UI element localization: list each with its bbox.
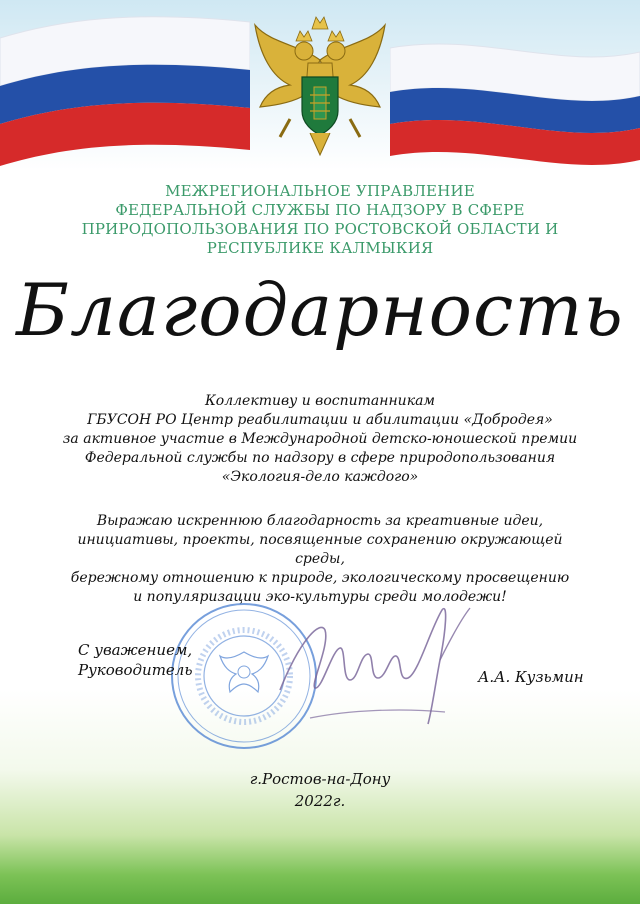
russian-flag-right-icon <box>390 0 640 175</box>
recipient-paragraph <box>60 392 580 487</box>
city-text: г.Ростов-на-Дону <box>249 770 391 788</box>
recipient-line: Федеральной службы по надзору в сфере природопользования <box>84 450 556 466</box>
organization-line: МЕЖРЕГИОНАЛЬНОЕ УПРАВЛЕНИЕ <box>165 182 475 200</box>
recipient-line: «Экология-дело каждого» <box>221 469 419 485</box>
gratitude-line: и популяризации эко-культуры среди молодежи! <box>133 589 507 605</box>
gratitude-line: инициативы, проекты, посвященные сохранению окружающей среды, <box>77 532 563 567</box>
recipient-line: за активное участие в Международной детско-юношеской премии <box>62 431 578 447</box>
organization-line: ФЕДЕРАЛЬНОЙ СЛУЖБЫ ПО НАДЗОРУ В СФЕРЕ <box>115 201 525 219</box>
place-and-date <box>0 768 640 812</box>
organization-line: ПРИРОДОПОЛЬЗОВАНИЯ ПО РОСТОВСКОЙ ОБЛАСТИ И <box>81 220 559 238</box>
gratitude-line: Выражаю искреннюю благодарность за креативные идеи, <box>96 513 544 529</box>
closing-block <box>78 640 193 680</box>
recipient-line: Коллективу и воспитанникам <box>204 393 436 409</box>
coat-of-arms-icon <box>250 15 390 165</box>
position-text: Руководитель <box>78 661 193 679</box>
gratitude-line: бережному отношению к природе, экологическому просвещению <box>70 570 570 586</box>
recipient-line: ГБУСОН РО Центр реабилитации и абилитации «Добродея» <box>87 412 553 428</box>
closing-text: С уважением, <box>78 641 193 659</box>
document-title: Благодарность <box>16 268 624 352</box>
organization-name <box>80 182 560 258</box>
organization-line: РЕСПУБЛИКЕ КАЛМЫКИЯ <box>206 239 434 257</box>
signer-name: А.А. Кузьмин <box>478 668 584 686</box>
signature-icon <box>270 600 480 730</box>
gratitude-paragraph <box>60 512 580 607</box>
russian-flag-left-icon <box>0 0 250 175</box>
year-text: 2022г. <box>294 792 346 810</box>
